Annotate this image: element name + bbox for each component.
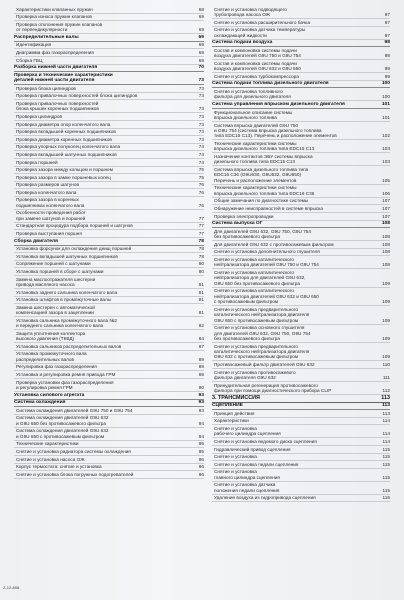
toc-entry-title: Снятие и установка датчика температуры охлаждающей жидкости [214, 27, 306, 38]
toc-entry [14, 210, 204, 223]
toc-entry [14, 93, 204, 101]
toc-entry [212, 482, 390, 495]
toc-entry [212, 461, 390, 469]
toc-section-heading [14, 392, 204, 400]
toc-entry-title: Снятие и установка главного цилиндра сцепления [214, 469, 280, 480]
toc-entry-title: Снятие и установка педали сцепления [214, 461, 299, 467]
toc-entry [212, 198, 390, 206]
toc-entry-title: Снятие и установка топливного фильтра для дизельного двигателя [214, 88, 291, 100]
toc-entry [14, 129, 204, 137]
toc-entry-title: Состав и компоновка системы подачи воздуха двигателей G9U 750 и G9U 754 [214, 47, 301, 59]
toc-entry [14, 441, 204, 449]
toc-entry [14, 261, 204, 269]
toc-entry-page-number: 114 [382, 418, 390, 424]
toc-entry-page-number: 98 [384, 53, 390, 59]
toc-entry-page-number: 80 [198, 261, 204, 267]
toc-entry-page-number: 95 [198, 441, 204, 447]
toc-entry [14, 297, 204, 305]
toc-entry-page-number: 78 [198, 246, 204, 252]
toc-entry [14, 85, 204, 93]
toc-section-heading [14, 400, 204, 408]
toc-entry [14, 448, 204, 456]
toc-entry-page-number: 77 [198, 215, 204, 221]
toc-entry-title: Проверка отклонения пружин клапанов от перпендикулярности [16, 21, 103, 33]
toc-entry-title: Проверка диаметра опор коленчатого вала [16, 121, 111, 127]
toc-entry-page-number: 97 [384, 12, 390, 17]
toc-entry-title: Проверка электропроводки [214, 213, 274, 219]
toc-entry [14, 136, 204, 144]
toc-entry [212, 213, 390, 221]
toc-entry [14, 21, 204, 34]
toc-entry-title: Обнаружение неисправностей в системе впрыска [214, 205, 323, 211]
toc-entry-page-number: 78 [198, 253, 204, 259]
toc-entry [14, 14, 204, 22]
toc-entry-page-number: 93 [198, 400, 204, 406]
toc-entry-title: Принудительная регенерация противосажевого фильтра при помощи диагностического прибора CLIP [214, 382, 332, 393]
toc-entry [14, 304, 204, 317]
toc-entry-title: Проверка выступания поршня [16, 231, 82, 237]
toc-entry [212, 140, 390, 153]
toc-entry [14, 246, 204, 254]
toc-entry-title: Система впрыска двигателей G9U 750 и G9U 754 (система впрыска дизельного топлива типа EDC15 C13). Перечень и расположение элементов [214, 122, 337, 139]
toc-entry-page-number: 98 [384, 40, 390, 46]
toc-entry-page-number: 94 [198, 420, 204, 426]
toc-entry-title: Для двигателей G9U 632, G9U 750, G9U 754 без противосажевого фильтра [214, 228, 312, 240]
toc-entry-title: Назначение контактов ЭБУ системы впрыска дизельного топлива типа EDC15 C13 [214, 153, 313, 165]
toc-entry [212, 27, 390, 40]
toc-entry-page-number: 69 [198, 57, 204, 63]
toc-entry-title: Система подачи топлива дизельного двигателя [212, 81, 329, 87]
toc-entry-page-number: 110 [382, 361, 390, 367]
toc-entry-title: Система подачи воздуха [212, 40, 273, 46]
toc-entry [14, 42, 204, 50]
toc-entry [212, 19, 390, 27]
toc-entry-title: Удаление воздуха из гидропривода сцепления [214, 495, 316, 501]
toc-entry-page-number: 69 [198, 49, 204, 55]
toc-entry [212, 495, 390, 503]
toc-entry-page-number: 81 [198, 310, 204, 316]
toc-entry-title: Снятие и установка дополнительного глушителя [214, 249, 320, 255]
toc-section-heading [14, 72, 204, 85]
toc-entry-title: Диаграмма фаз газораспределения [16, 49, 94, 55]
toc-entry-page-number: 81 [198, 297, 204, 303]
toc-entry-title: Снятие и установка [214, 454, 257, 460]
toc-section-heading [14, 238, 204, 246]
toc-entry [14, 144, 204, 152]
toc-entry-title: Разборка нижней части двигателя [14, 65, 98, 71]
toc-column-right [212, 6, 390, 502]
toc-entry-title: Защита уплотнения коллектора высокого давления (ТКВД) [16, 330, 86, 342]
toc-entry [14, 428, 204, 441]
toc-entry-title: Характеристики [214, 418, 249, 424]
toc-entry-page-number: 95 [198, 448, 204, 454]
toc-entry-page-number: 73 [198, 136, 204, 142]
toc-entry-title: Проверка и технические характеристики деталей нижней части двигателя [14, 72, 113, 84]
toc-section-heading [212, 101, 390, 109]
toc-entry-page-number: 109 [382, 354, 390, 360]
toc-entry [14, 330, 204, 343]
toc-entry-page-number: 73 [198, 93, 204, 99]
toc-section-heading [212, 81, 390, 89]
toc-entry-page-number: 87 [198, 343, 204, 349]
toc-entry-page-number: 115 [382, 474, 390, 480]
toc-entry-title: Снятие и установка ведомого диска сцепления [214, 438, 317, 444]
toc-entry-page-number: 115 [382, 487, 390, 493]
toc-entry [14, 464, 204, 472]
toc-entry-page-number: 77 [198, 231, 204, 237]
toc-entry [14, 174, 204, 182]
toc-entry-page-number: 109 [382, 299, 390, 305]
toc-entry-title: Состав и компоновка системы подачи воздуха двигателей G9U 632 и G9U 650 [214, 60, 301, 72]
toc-section-heading [14, 34, 204, 42]
toc-entry-title: Снятие и установка подводящего трубопровода насоса ОЖ [214, 6, 287, 17]
toc-entry-title: Принцип действия [214, 410, 255, 416]
toc-entry [14, 371, 204, 379]
toc-entry-title: Регулировка фаз газораспределения [16, 364, 97, 370]
toc-entry-page-number: 96 [198, 464, 204, 470]
toc-entry [212, 60, 390, 73]
toc-entry-title: Проверка размеров шатунов [16, 182, 79, 188]
toc-entry-title: Замена маслоотражателя шестерни привода масляного насоса [16, 276, 96, 288]
toc-entry-title: Технические характеристики [16, 441, 79, 447]
toc-entry-page-number: 109 [382, 280, 390, 286]
toc-entry [14, 230, 204, 238]
toc-entry-page-number: 69 [198, 34, 204, 40]
toc-entry [212, 88, 390, 101]
toc-entry-title: Снятие и установка каталитического нейтрализатора двигателей G9U 750 и G9U 754 [214, 256, 319, 268]
toc-entry-page-number: 114 [382, 431, 390, 437]
toc-entry-page-number: 73 [198, 85, 204, 91]
toc-entry-page-number: 69 [198, 27, 204, 33]
toc-entry-page-number: 100 [382, 94, 390, 100]
toc-section-heading [212, 40, 390, 48]
toc-entry [212, 6, 390, 19]
toc-entry-page-number: 89 [198, 364, 204, 370]
toc-entry-title: Установка промежуточного вала распределительных валов [16, 351, 87, 362]
toc-entry-page-number: 108 [382, 249, 390, 255]
toc-entry [212, 446, 390, 454]
toc-entry-page-number: 99 [384, 73, 390, 79]
toc-entry [212, 73, 390, 81]
toc-entry-title: Система выпуска ОГ [212, 221, 263, 227]
toc-entry-page-number: 116 [382, 495, 390, 501]
toc-entry-page-number: 74 [198, 144, 204, 150]
toc-entry-page-number: 68 [198, 6, 204, 12]
toc-entry [14, 100, 204, 113]
toc-entry [212, 343, 390, 361]
toc-entry-page-number: 108 [381, 221, 390, 227]
toc-entry-title: Технические характеристики системы впрыска дизельного топлива типа EDC15 C13 [214, 140, 315, 152]
toc-entry-title: Корпус термостата: снятие и установка [16, 464, 102, 470]
toc-entry-title: Особенности проведения работ при замене шатунов и поршней [16, 210, 86, 221]
toc-entry-page-number: 90 [198, 385, 204, 390]
toc-entry-title: Снятие и установка турбокомпрессора [214, 73, 299, 79]
toc-entry-title: Противосажевый фильтр двигателей G9U 632 [214, 361, 315, 367]
toc-entry [212, 109, 390, 122]
toc-entry-page-number: 109 [382, 317, 390, 323]
toc-entry-page-number: 73 [198, 121, 204, 127]
toc-entry-title: Сборка двигателя [14, 238, 58, 244]
toc-entry-title: Проверка зазора в замке поршневых колец [16, 174, 111, 180]
toc-entry-page-number: 96 [198, 471, 204, 477]
toc-entry-title: Сборка ГБЦ [16, 57, 43, 63]
toc-entry-page-number: 100 [381, 81, 390, 87]
toc-entry [212, 153, 390, 166]
toc-entry-page-number: 115 [382, 461, 390, 467]
toc-entry-title: СЦЕПЛЕНИЕ [212, 403, 243, 409]
toc-entry-title: Для двигателей G9U 632 с противосажевым фильтром [214, 241, 334, 247]
toc-entry [212, 306, 390, 324]
toc-entry [14, 351, 204, 364]
toc-entry-title: Проверка диаметра коренных подшипников [16, 136, 112, 142]
toc-entry-title: Снятие и установка расширительного бачка [214, 19, 311, 25]
toc-entry-title: 3. ТРАНСМИССИЯ [212, 394, 260, 401]
toc-entry-page-number: 112 [382, 387, 390, 393]
toc-entry-page-number: 84 [198, 336, 204, 342]
toc-entry-page-number: 107 [382, 213, 390, 219]
toc-entry-page-number: 73 [198, 129, 204, 135]
toc-entry-title: Снятие и установка радиатора системы охлаждения [16, 448, 131, 454]
toc-entry-title: Проверка коленчатого вала [16, 189, 77, 195]
toc-entry-title: Проверка вкладышей коренных подшипников [16, 129, 116, 135]
toc-entry [14, 268, 204, 276]
toc-entry-title: Установка поршней в сборе с шатунами [16, 269, 104, 275]
toc-entry-title: Снятие и установка насоса ОЖ [16, 456, 85, 462]
toc-entry-title: Снятие и установка предварительного каталитического нейтрализатора двигателя G9U 632 с противосажевым фильтром [214, 343, 310, 360]
toc-entry-page-number: 75 [198, 174, 204, 180]
toc-entry-page-number: 99 [384, 66, 390, 72]
toc-entry-page-number: 103 [382, 146, 390, 152]
toc-entry-page-number: 76 [198, 189, 204, 195]
toc-entry-title: Характеристики клапанных пружин [16, 6, 93, 12]
toc-entry [14, 167, 204, 175]
toc-entry-title: Сопряжение поршней с шатунами [16, 261, 91, 267]
toc-entry-title: Проверка упорных полуколец коленчатого вала [16, 144, 121, 150]
toc-entry [212, 361, 390, 369]
toc-entry-title: Снятие и установка основного глушителя для двигателей G9U 632, G9U 750, G9U 754 без противосажевого фильтра [214, 325, 311, 341]
toc-entry-page-number: 70 [198, 65, 204, 71]
toc-entry [14, 456, 204, 464]
toc-entry-page-number: 108 [382, 262, 390, 268]
toc-entry [14, 379, 204, 392]
page-footer-code: Z-12-808 [3, 585, 20, 590]
toc-entry-page-number: 109 [382, 335, 390, 341]
toc-entry-title: Проверка зазора в коренных подшипниках коленчатого вала [16, 197, 85, 208]
toc-entry-title: Проверка установки фаз газораспределения и регулировка ремня ГРМ [16, 379, 114, 390]
toc-section-heading [212, 403, 390, 411]
toc-entry [14, 471, 204, 479]
toc-entry [14, 407, 204, 415]
toc-entry-title: Установка силового агрегата [14, 392, 85, 398]
toc-entry [212, 256, 390, 269]
toc-entry-title: Проверка блока цилиндров [16, 85, 76, 91]
toc-entry-title: Снятие и установка блока погружных подогревателей [16, 471, 134, 477]
toc-entry [14, 276, 204, 289]
toc-section-heading [212, 221, 390, 229]
toc-entry [14, 121, 204, 129]
toc-entry-page-number: 74 [198, 159, 204, 165]
toc-entry-page-number: 81 [198, 289, 204, 295]
toc-entry-page-number: 97 [384, 32, 390, 38]
toc-entry [212, 325, 390, 343]
toc-entry-page-number: 74 [198, 151, 204, 157]
toc-entry [212, 185, 390, 198]
toc-entry [14, 6, 204, 14]
toc-entry [14, 343, 204, 351]
toc-entry [14, 364, 204, 372]
toc-entry [14, 415, 204, 428]
toc-entry-title: Проверка зазора между кольцом и поршнем [16, 167, 113, 173]
toc-entry-page-number: 107 [382, 198, 390, 204]
toc-entry-title: Гидравлический привод сцепления [214, 446, 291, 452]
toc-entry-title: Стандартная процедура подбора поршней и шатунов [16, 223, 133, 229]
toc-entry [14, 151, 204, 159]
toc-entry-title: Установка заднего сальника коленчатого вала [16, 289, 118, 295]
toc-entry-title: Функциональное описание системы впрыска дизельного топлива [214, 109, 293, 120]
toc-entry-title: Снятие и установка датчика положения педали сцепления [214, 482, 280, 493]
toc-entry [212, 469, 390, 482]
toc-entry-page-number: 114 [382, 438, 390, 444]
toc-entry-title: Технические характеристики системы впрыска дизельного топлива типа EDC16 C36 [214, 185, 315, 196]
toc-entry-page-number: 81 [198, 282, 204, 288]
toc-entry-title: Идентификация [16, 42, 52, 48]
toc-entry-title: Система управления впрыском дизельного двигателя [212, 101, 345, 107]
toc-entry [212, 369, 390, 382]
toc-entry-title: Проверка привалочных поверхностей блока цилиндров [16, 93, 138, 99]
toc-entry-page-number: 93 [198, 407, 204, 413]
toc-entry-title: Проверка цилиндров [16, 113, 62, 119]
toc-entry-title: Проверка поршней [16, 159, 58, 165]
toc-entry-title: Проверка износа пружин клапанов [16, 14, 92, 20]
toc-entry-title: Система охлаждения двигателей G9U 632 и G9U 650 без противосажевого фильтра [16, 415, 109, 426]
toc-entry [14, 289, 204, 297]
toc-entry-page-number: 103 [382, 159, 390, 165]
toc-entry-page-number: 96 [198, 456, 204, 462]
toc-entry-title: Система охлаждения двигателей G9U 632 и G9U 650 с противосажевым фильтром [16, 428, 109, 439]
toc-entry [14, 317, 204, 330]
toc-entry-title: Система охлаждения двигателей G9U 750 и G9U 754 [16, 407, 133, 413]
toc-entry [212, 249, 390, 257]
toc-entry-page-number: 105 [382, 177, 390, 183]
toc-entry [212, 228, 390, 241]
toc-entry [212, 269, 390, 287]
toc-entry-title: Проверка вкладышей шатунных подшипников [16, 151, 117, 157]
toc-entry-page-number: 89 [198, 372, 204, 377]
toc-column-left [14, 6, 204, 479]
toc-entry-page-number: 113 [382, 410, 390, 416]
toc-section-heading [212, 395, 390, 403]
toc-entry [212, 418, 390, 426]
toc-entry-title: Установка и регулировка ремня привода ГРМ [16, 372, 116, 377]
toc-entry-page-number: 97 [384, 19, 390, 25]
toc-entry-title: Снятие и установка противосажевого фильтра двигателя G9U 632 [214, 369, 296, 380]
toc-entry [14, 189, 204, 197]
toc-entry-page-number: 75 [198, 167, 204, 173]
toc-entry-page-number: 89 [198, 356, 204, 362]
toc-entry [212, 454, 390, 462]
toc-entry-page-number: 73 [198, 113, 204, 119]
toc-entry-page-number: 69 [198, 42, 204, 48]
toc-entry [212, 288, 390, 306]
toc-entry [14, 159, 204, 167]
toc-entry-page-number: 73 [198, 106, 204, 112]
toc-entry-title: Снятие и установка рабочего цилиндра сцепления [214, 425, 281, 437]
toc-entry-page-number: 78 [198, 238, 204, 244]
toc-entry [14, 182, 204, 190]
toc-entry [212, 166, 390, 184]
toc-entry-title: Снятие и установка предварительного каталитического нейтрализатора двигателя G9U 650 с противосажевым фильтром [214, 306, 310, 323]
toc-entry-page-number: 77 [198, 223, 204, 229]
toc-entry [14, 113, 204, 121]
toc-entry [212, 410, 390, 418]
toc-entry [14, 253, 204, 261]
toc-entry-title: Проверка привалочных поверхностей блока крышек коренных подшипников [16, 100, 99, 112]
toc-entry [212, 205, 390, 213]
toc-entry-page-number: 93 [198, 392, 204, 398]
toc-entry [212, 382, 390, 395]
toc-entry-page-number: 107 [382, 205, 390, 211]
toc-entry-page-number: 111 [382, 374, 390, 380]
toc-entry-page-number: 76 [198, 202, 204, 208]
toc-entry-title: Установка штифтов в промежуточные валы [16, 297, 112, 303]
toc-entry [14, 223, 204, 231]
toc-entry-page-number: 80 [198, 269, 204, 275]
toc-entry-page-number: 108 [382, 241, 390, 247]
toc-entry-page-number: 115 [382, 446, 390, 452]
toc-entry-title: Установка сальника промежуточного вала №2 и переднего сальника коленчатого вала [16, 317, 117, 329]
toc-entry-title: Система охлаждения [14, 400, 66, 406]
toc-entry [14, 49, 204, 57]
toc-entry-page-number: 82 [198, 323, 204, 329]
toc-entry [212, 47, 390, 60]
toc-entry-page-number: 101 [382, 114, 390, 120]
toc-entry-page-number: 115 [382, 454, 390, 460]
toc-entry [212, 122, 390, 140]
toc-entry-page-number: 69 [198, 14, 204, 20]
toc-entry-title: Снятие и установка каталитического нейтрализатора двигателей G9U 632 и G9U 650 с противосажевым фильтром [214, 288, 319, 305]
toc-entry-page-number: 94 [198, 433, 204, 439]
toc-entry-title: Общие замечания по диагностике системы [214, 198, 309, 204]
toc-entry [14, 197, 204, 210]
toc-entry-title: Установка сальников распределительных валов [16, 343, 122, 349]
toc-entry-page-number: 108 [382, 234, 390, 240]
toc-entry-title: Установка форсунок для охлаждения днищ поршней [16, 246, 132, 252]
toc-entry-page-number: 101 [381, 101, 390, 107]
toc-entry-title: Распределительные валы [14, 34, 79, 40]
toc-entry [212, 425, 390, 438]
toc-entry-title: Установка вкладышей шатунных подшипников [16, 253, 118, 259]
toc-entry-title: Снятие и установка каталитического нейтрализатора для двигателей G9U 632, G9U 650 без противосажевого фильтра [214, 269, 306, 286]
toc-entry [212, 438, 390, 446]
toc-entry-page-number: 113 [382, 403, 390, 409]
toc-entry-title: Система впрыска дизельного топлива типа EDC16 C36 (G9U630, G9U632, G9U650) Перечень и расположение элементов [214, 166, 309, 183]
toc-entry-title: Замена шестерен с автоматической компенсацией зазора в зацеплении [16, 304, 95, 316]
toc-entry-page-number: 73 [198, 78, 204, 84]
toc-entry-page-number: 113 [381, 394, 390, 401]
toc-entry [212, 241, 390, 249]
toc-entry-page-number: 106 [382, 190, 390, 196]
toc-entry-page-number: 76 [198, 182, 204, 188]
toc-entry [14, 57, 204, 65]
toc-section-heading [14, 65, 204, 73]
toc-entry-page-number: 102 [382, 133, 390, 139]
